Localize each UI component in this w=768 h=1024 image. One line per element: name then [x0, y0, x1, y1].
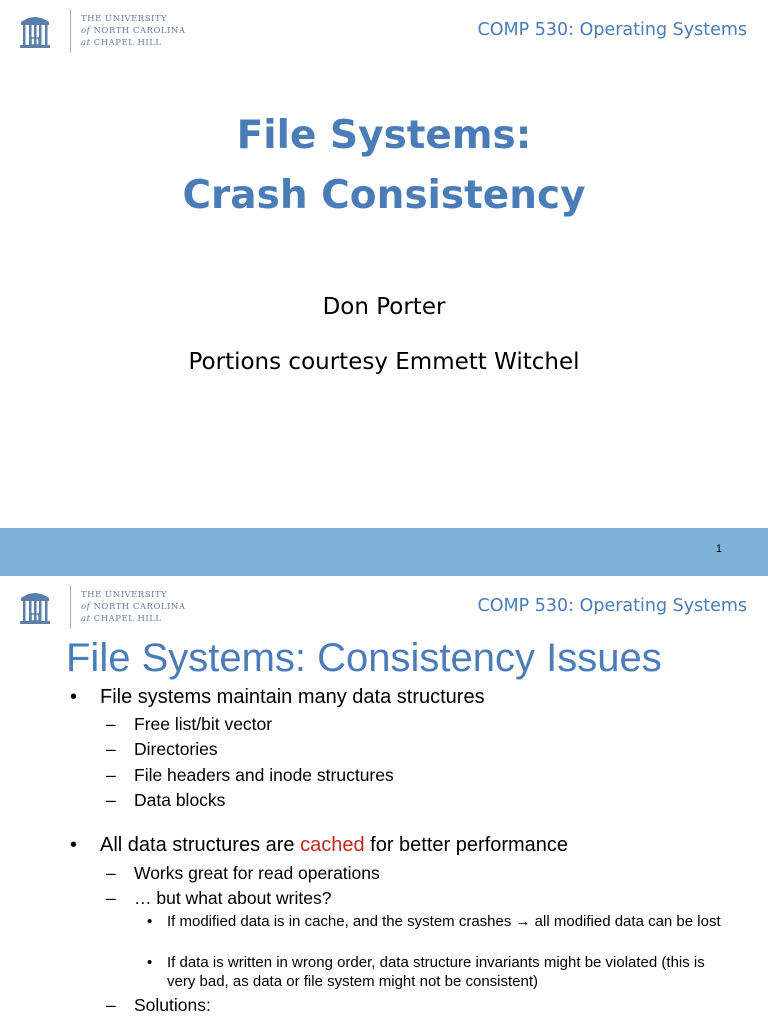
- sub-bullet-free-list: – Free list/bit vector: [134, 714, 272, 735]
- university-name: [81, 589, 186, 625]
- slide-title-line-2: Crash Consistency: [182, 173, 586, 218]
- university-name: [81, 13, 186, 49]
- sub-bullet-solutions: – Solutions:: [134, 995, 211, 1016]
- university-logo: [18, 9, 186, 53]
- university-line-2: of NORTH CAROLINA: [81, 26, 186, 36]
- author: Don Porter: [322, 294, 446, 320]
- course-title: COMP 530: Operating Systems: [477, 596, 747, 616]
- footer-bar: [0, 528, 768, 576]
- logo-divider: [70, 9, 71, 53]
- slide-title: File Systems: Consistency Issues: [66, 636, 662, 680]
- old-well-icon: [18, 10, 52, 52]
- sub-sub-bullet-write-order: • If data is written in wrong order, data structure invariants might be violated (this is very bad, as data or file system might not be consistent): [167, 953, 727, 991]
- cached-highlight: cached: [300, 834, 365, 856]
- course-title: COMP 530: Operating Systems: [477, 20, 747, 40]
- slide-title-line-1: File Systems:: [236, 113, 532, 158]
- logo-divider: [70, 585, 71, 629]
- university-line-3: at CHAPEL HILL: [81, 614, 162, 624]
- page-number: 1: [715, 543, 722, 555]
- sub-sub-bullet-cache-loss: • If modified data is in cache, and the system crashes → all modified data can be lost: [167, 912, 727, 931]
- university-logo: [18, 585, 186, 629]
- sub-bullet-reads: – Works great for read operations: [134, 863, 380, 884]
- sub-bullet-data-blocks: – Data blocks: [134, 790, 225, 811]
- university-line-3: at CHAPEL HILL: [81, 38, 162, 48]
- bullet-cached: • All data structures are cached for better performance: [100, 834, 568, 857]
- bullet-data-structures: • File systems maintain many data structures: [100, 686, 485, 709]
- university-line-2: of NORTH CAROLINA: [81, 602, 186, 612]
- sub-bullet-writes: – … but what about writes?: [134, 888, 331, 909]
- old-well-icon: [18, 586, 52, 628]
- university-line-1: THE UNIVERSITY: [81, 590, 168, 600]
- university-line-1: THE UNIVERSITY: [81, 14, 168, 24]
- sub-bullet-file-headers: – File headers and inode structures: [134, 765, 394, 786]
- sub-bullet-directories: – Directories: [134, 739, 218, 760]
- credit-line: Portions courtesy Emmett Witchel: [188, 349, 580, 375]
- slide-2: [0, 576, 768, 1024]
